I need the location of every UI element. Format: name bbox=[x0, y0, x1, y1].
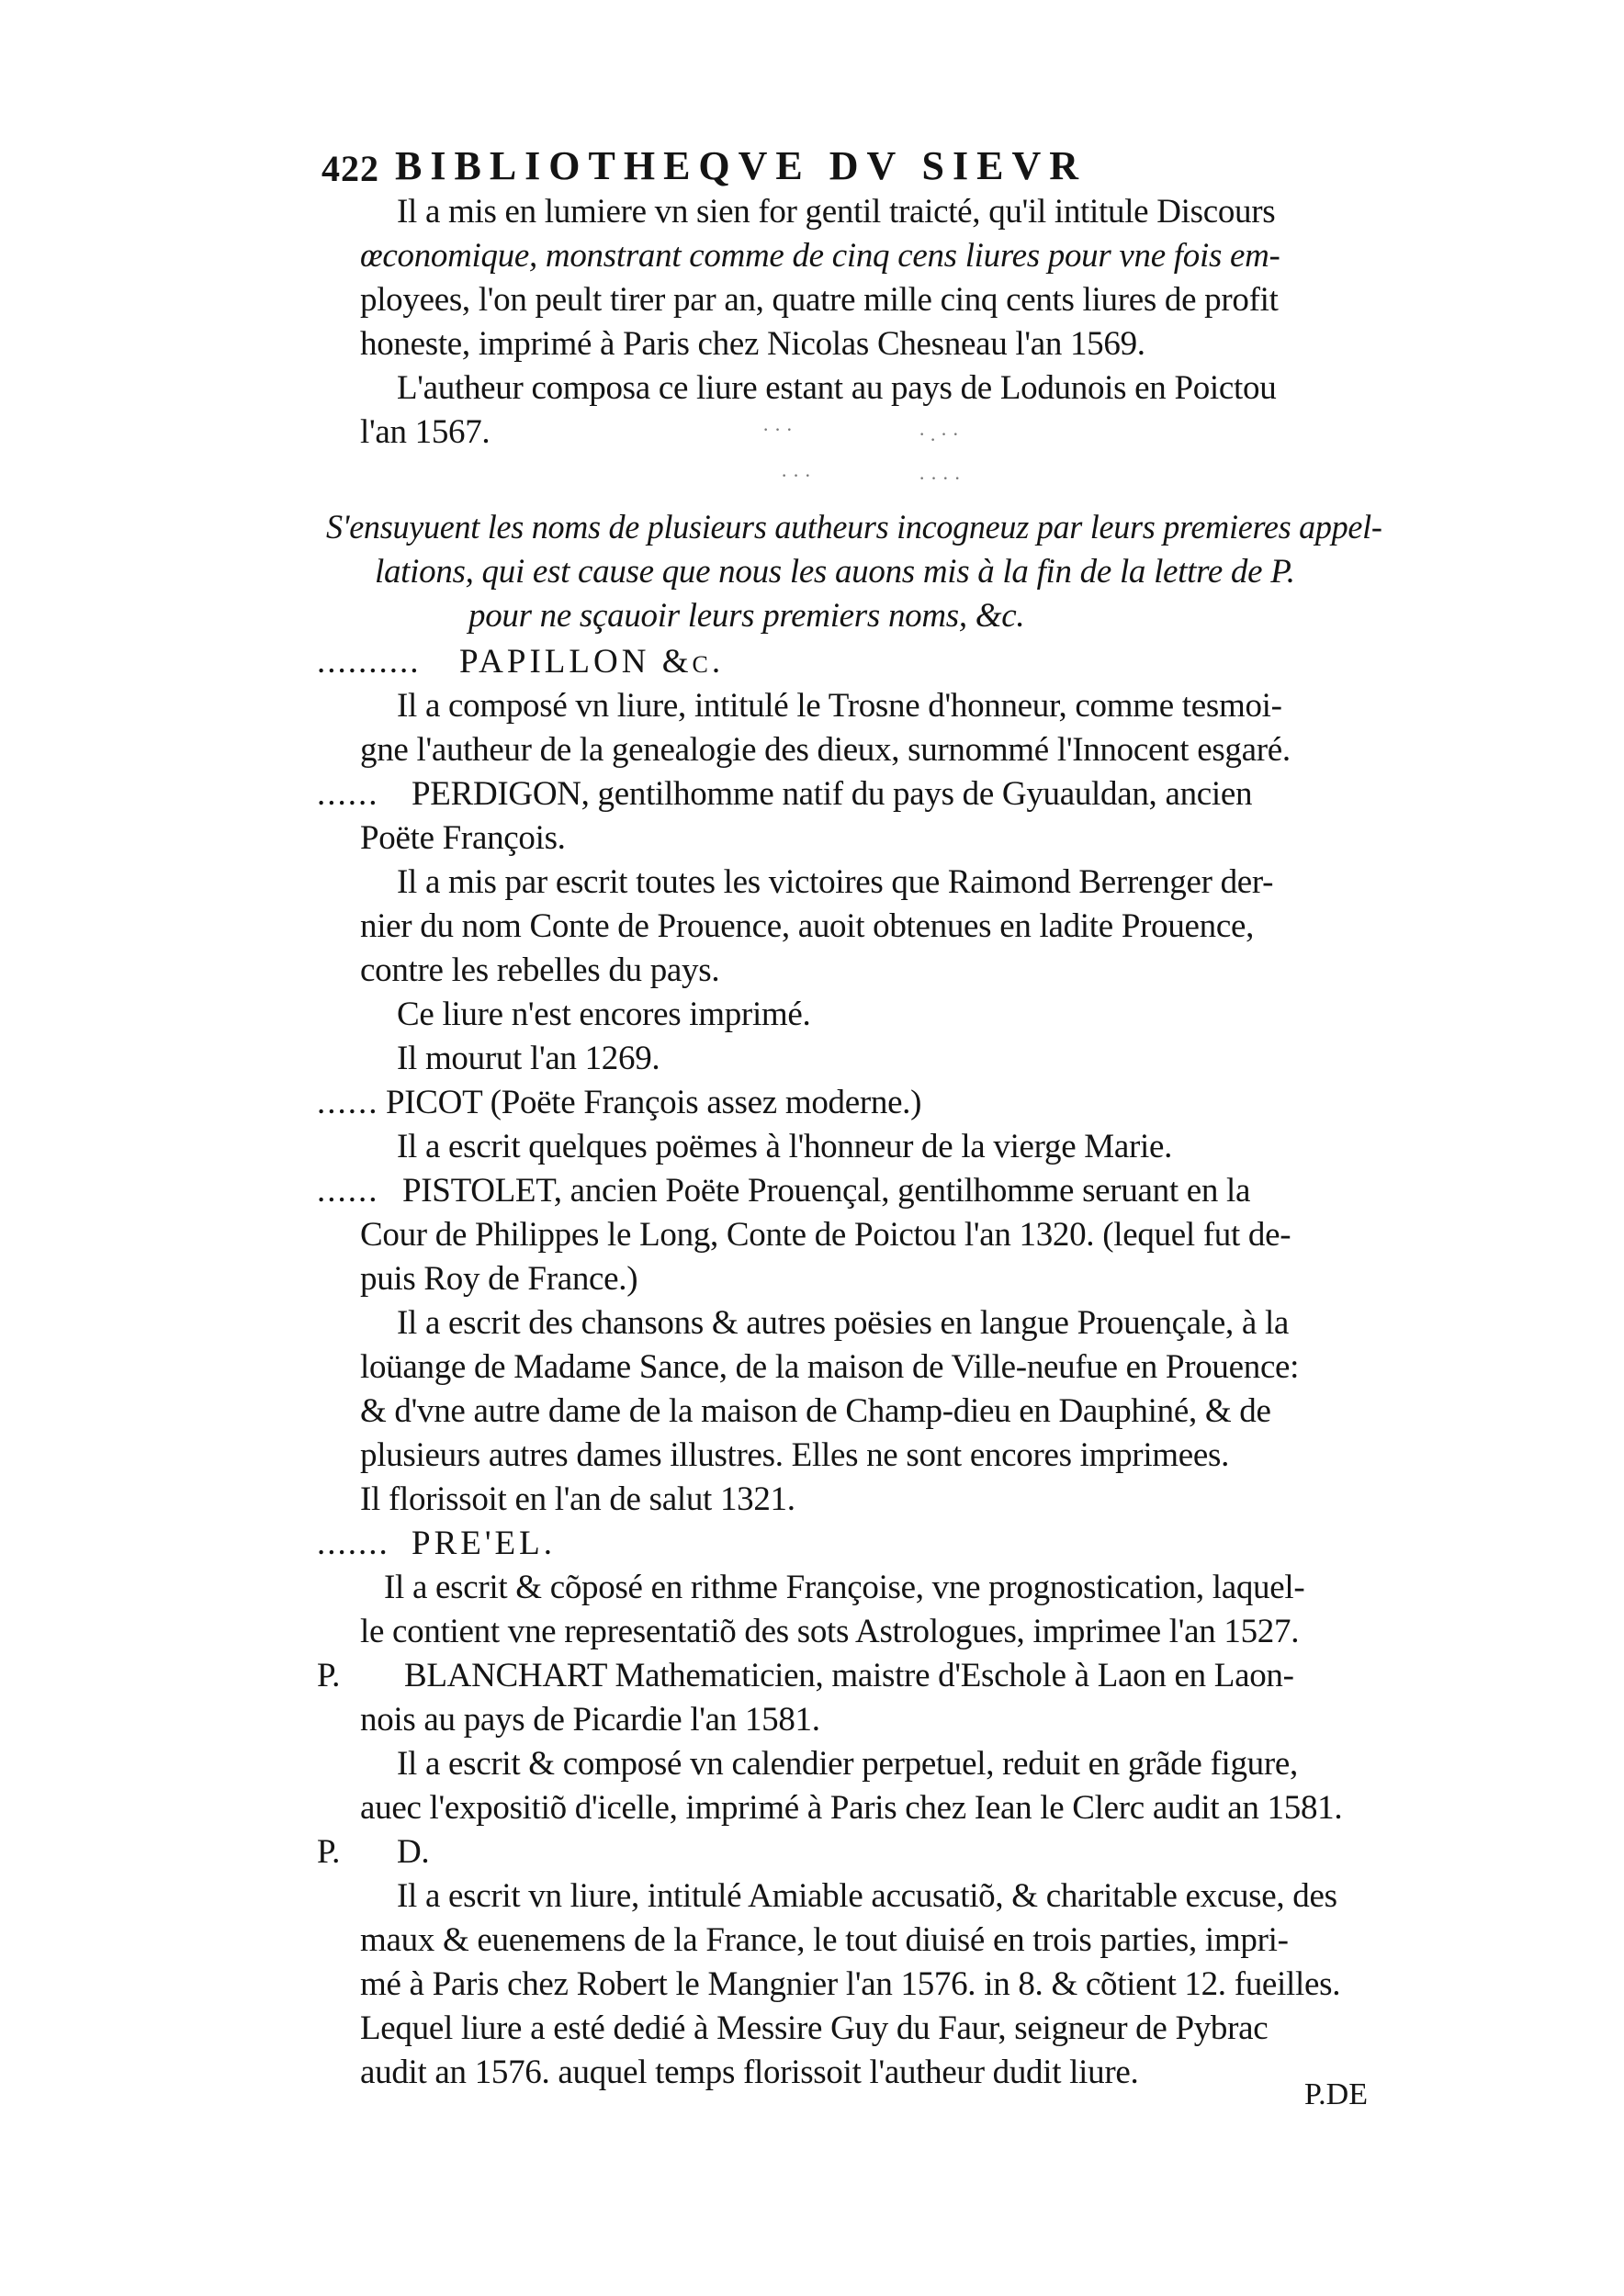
entry-name-preel: PRE'EL. bbox=[412, 1525, 556, 1562]
text-line: nois au pays de Picardie l'an 1581. bbox=[360, 1701, 820, 1739]
running-title: BIBLIOTHEQVE DV SIEVR bbox=[395, 143, 1088, 188]
leader-dots: ...... bbox=[317, 1172, 379, 1210]
entry-name-pd: D. bbox=[397, 1833, 430, 1871]
entry-name-blanchart: BLANCHART Mathematicien, maistre d'Eschole à Laon en Laon- bbox=[404, 1657, 1294, 1694]
print-speck: · · · bbox=[781, 464, 811, 487]
text-line: plusieurs autres dames illustres. Elles ne sont encores imprimees. bbox=[360, 1436, 1230, 1474]
entry-initial: P. bbox=[317, 1833, 341, 1871]
entry-name-pistolet: PISTOLET, ancien Poëte Prouençal, gentilhomme seruant en la bbox=[402, 1172, 1251, 1210]
catchword: P.DE bbox=[1304, 2077, 1368, 2111]
text-line: & d'vne autre dame de la maison de Champ-dieu en Dauphiné, & de bbox=[360, 1392, 1271, 1430]
print-speck: · · · bbox=[762, 418, 793, 441]
text-line: Il a mis par escrit toutes les victoires que Raimond Berrenger der- bbox=[397, 863, 1274, 901]
text-line: nier du nom Conte de Prouence, auoit obtenues en ladite Prouence, bbox=[360, 907, 1255, 945]
section-heading-line: lations, qui est cause que nous les auons mis à la fin de la lettre de P. bbox=[375, 553, 1295, 591]
text-line: Cour de Philippes le Long, Conte de Poictou l'an 1320. (lequel fut de- bbox=[360, 1216, 1291, 1254]
section-heading-line: S'ensuyuent les noms de plusieurs autheurs incogneuz par leurs premieres appel- bbox=[326, 509, 1382, 546]
text-line: Il a escrit & composé vn calendier perpetuel, reduit en grãde figure, bbox=[397, 1745, 1298, 1783]
text-line: loüange de Madame Sance, de la maison de Ville-neufue en Prouence: bbox=[360, 1348, 1300, 1386]
text-line: Il florissoit en l'an de salut 1321. bbox=[360, 1480, 795, 1518]
entry-name-picot: PICOT (Poëte François assez moderne.) bbox=[386, 1084, 922, 1121]
print-speck: · . · · bbox=[919, 422, 959, 445]
text-line: gne l'autheur de la genealogie des dieux, surnommé l'Innocent esgaré. bbox=[360, 731, 1291, 769]
leader-dots: ....... bbox=[317, 1525, 389, 1562]
page-number: 422 bbox=[321, 148, 379, 189]
text-line: auec l'expositiõ d'icelle, imprimé à Paris chez Iean le Clerc audit an 1581. bbox=[360, 1789, 1343, 1827]
text-line: Il a escrit & cõposé en rithme Françoise, vne prognostication, laquel- bbox=[384, 1569, 1305, 1606]
text-line: mé à Paris chez Robert le Mangnier l'an 1576. in 8. & cõtient 12. fueilles. bbox=[360, 1965, 1341, 2003]
text-line: Il a escrit vn liure, intitulé Amiable accusatiõ, & charitable excuse, des bbox=[397, 1877, 1337, 1915]
print-speck: · · · · bbox=[919, 467, 961, 490]
text-line: l'an 1567. bbox=[360, 413, 491, 451]
text-line: ployees, l'on peult tirer par an, quatre mille cinq cents liures de profit bbox=[360, 281, 1279, 319]
entry-initial: P. bbox=[317, 1657, 341, 1694]
text-line: puis Roy de France.) bbox=[360, 1260, 638, 1298]
text-line: le contient vne representatiõ des sots Astrologues, imprimee l'an 1527. bbox=[360, 1613, 1300, 1650]
text-line: Poëte François. bbox=[360, 819, 566, 857]
text-line: Il a composé vn liure, intitulé le Trosne d'honneur, comme tesmoi- bbox=[397, 687, 1282, 725]
text-line: L'autheur composa ce liure estant au pays de Lodunois en Poictou bbox=[397, 369, 1277, 407]
text-line: maux & euenemens de la France, le tout diuisé en trois parties, impri- bbox=[360, 1921, 1289, 1959]
leader-dots: ...... bbox=[317, 1084, 379, 1121]
text-line: audit an 1576. auquel temps florissoit l'autheur dudit liure. bbox=[360, 2054, 1139, 2091]
entry-name-perdigon: PERDIGON, gentilhomme natif du pays de Gyuauldan, ancien bbox=[412, 775, 1253, 813]
text-line: contre les rebelles du pays. bbox=[360, 951, 720, 989]
leader-dots: ...... bbox=[317, 775, 379, 813]
entry-name-papillon: PAPILLON &c. bbox=[459, 643, 725, 681]
text-line: honeste, imprimé à Paris chez Nicolas Chesneau l'an 1569. bbox=[360, 325, 1145, 363]
text-line: Il a escrit quelques poëmes à l'honneur de la vierge Marie. bbox=[397, 1128, 1173, 1165]
text-line: Ce liure n'est encores imprimé. bbox=[397, 996, 811, 1033]
text-line: Il a mis en lumiere vn sien for gentil traicté, qu'il intitule Discours bbox=[397, 193, 1276, 231]
text-line: œconomique, monstrant comme de cinq cens liures pour vne fois em- bbox=[360, 237, 1280, 275]
text-line: Il mourut l'an 1269. bbox=[397, 1040, 660, 1077]
leader-dots: .......... bbox=[317, 643, 421, 681]
text-line: Il a escrit des chansons & autres poësies en langue Prouençale, à la bbox=[397, 1304, 1290, 1342]
section-heading-line: pour ne sçauoir leurs premiers noms, &c. bbox=[468, 597, 1025, 635]
text-line: Lequel liure a esté dedié à Messire Guy du Faur, seigneur de Pybrac bbox=[360, 2009, 1269, 2047]
